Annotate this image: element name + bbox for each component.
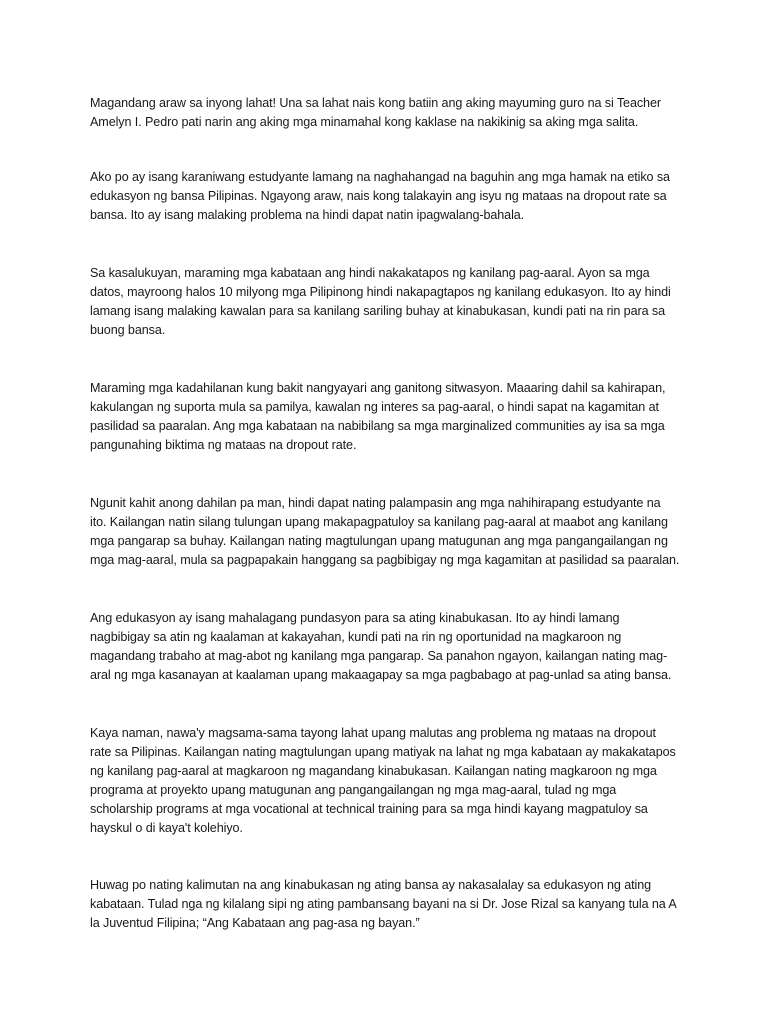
text-line: nagbibigay sa atin ng kaalaman at kakayahan, kundi pati na rin ng oportunidad na magkaroon ng xyxy=(90,630,622,644)
paragraph-conclusion xyxy=(90,876,680,933)
text-line: aral ng mga kasanayan at kaalaman upang makaagapay sa mga pagbabago at pag-unlad sa ating bansa. xyxy=(90,668,672,682)
text-line: kabataan. Tulad nga ng kilalang sipi ng ating pambansang bayani na si Dr. Jose Rizal sa kanyang tula na A xyxy=(90,897,677,911)
text-line: lamang isang malaking kawalan para sa kanilang sariling buhay at kinabukasan, kundi pati na rin para sa xyxy=(90,304,665,318)
paragraph-solutions xyxy=(90,724,680,838)
text-line: la Juventud Filipina; “Ang Kabataan ang pag-asa ng bayan.” xyxy=(90,916,420,930)
text-line: rate sa Pilipinas. Kailangan nating magtulungan upang matiyak na lahat ng mga kabataan ay makakatapos xyxy=(90,745,676,759)
text-line: mga mag-aaral, mula sa pagpapakain hanggang sa pagbibigay ng mga kagamitan at pasilidad sa paaralan. xyxy=(90,553,680,567)
text-line: ito. Kailangan natin silang tulungan upang makapagpatuloy sa kanilang pag-aaral at maabot ang kanilang xyxy=(90,515,668,529)
text-line: Sa kasalukuyan, maraming mga kabataan ang hindi nakakatapos ng kanilang pag-aaral. Ayon sa mga xyxy=(90,266,650,280)
text-line: mga pangarap sa buhay. Kailangan nating magtulungan upang matugunan ang mga pangangailangan ng xyxy=(90,534,668,548)
paragraph-causes xyxy=(90,379,680,455)
text-line: Ngunit kahit anong dahilan pa man, hindi dapat nating palampasin ang mga nahihirapang estudyante na xyxy=(90,496,661,510)
text-line: magandang trabaho at mag-abot ng kanilang mga pangarap. Sa panahon ngayon, kailangan nating mag- xyxy=(90,649,668,663)
text-line: Maraming mga kadahilanan kung bakit nangyayari ang ganitong sitwasyon. Maaaring dahil sa kahirapan, xyxy=(90,381,666,395)
text-line: hayskul o di kaya't kolehiyo. xyxy=(90,821,243,835)
text-line: pasilidad sa paaralan. Ang mga kabataan na nabibilang sa mga marginalized communities ay isa sa mga xyxy=(90,419,665,433)
text-line: buong bansa. xyxy=(90,323,166,337)
paragraph-current-situation xyxy=(90,264,680,340)
text-line: kakulangan ng suporta mula sa pamilya, kawalan ng interes sa pag-aaral, o hindi sapat na kagamitan at xyxy=(90,400,659,414)
text-line: Kaya naman, nawa'y magsama-sama tayong lahat upang malutas ang problema ng mataas na dropout xyxy=(90,726,656,740)
text-line: Ako po ay isang karaniwang estudyante lamang na naghahangad na baguhin ang mga hamak na etiko sa xyxy=(90,170,670,184)
text-line: Amelyn I. Pedro pati narin ang aking mga minamahal kong kaklase na nakikinig sa aking mga salita. xyxy=(90,115,639,129)
text-line: Magandang araw sa inyong lahat! Una sa lahat nais kong batiin ang aking mayuming guro na si Teacher xyxy=(90,96,661,110)
text-line: programa at proyekto upang matugunan ang pangangailangan ng mga mag-aaral, tulad ng mga xyxy=(90,783,617,797)
text-line: datos, mayroong halos 10 milyong mga Pilipinong hindi nakapagtapos ng kanilang edukasyon. Ito ay hindi xyxy=(90,285,671,299)
text-line: ng kanilang pag-aaral at magkaroon ng magandang kinabukasan. Kailangan nating magkaroon ng mga xyxy=(90,764,657,778)
paragraph-introduction xyxy=(90,168,680,225)
text-line: scholarship programs at mga vocational at technical training para sa mga hindi kayang magpatuloy sa xyxy=(90,802,648,816)
paragraph-importance-of-education xyxy=(90,609,680,685)
text-line: edukasyon ng bansa Pilipinas. Ngayong araw, nais kong talakayin ang isyu ng mataas na dropout rate sa xyxy=(90,189,667,203)
text-line: Huwag po nating kalimutan na ang kinabukasan ng ating bansa ay nakasalalay sa edukasyon ng ating xyxy=(90,878,652,892)
paragraph-greeting xyxy=(90,94,680,132)
paragraph-call-to-help xyxy=(90,494,680,570)
text-line: Ang edukasyon ay isang mahalagang pundasyon para sa ating kinabukasan. Ito ay hindi lamang xyxy=(90,611,620,625)
text-line: pangunahing biktima ng mataas na dropout rate. xyxy=(90,438,357,452)
text-line: bansa. Ito ay isang malaking problema na hindi dapat natin ipagwalang-bahala. xyxy=(90,208,525,222)
